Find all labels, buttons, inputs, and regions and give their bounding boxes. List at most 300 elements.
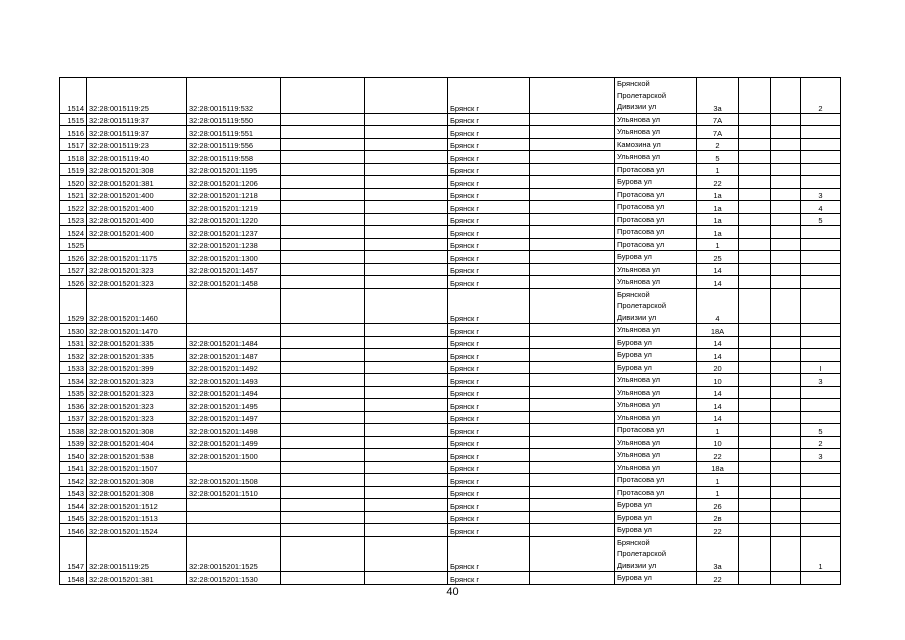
house-number: 22 [697,449,739,462]
house-number: 14 [697,411,739,424]
empty-col-10 [739,374,771,387]
empty-col-5 [365,349,448,362]
empty-col-5 [365,113,448,126]
cadastral-parcel: 32:28:0015201:400 [87,201,187,214]
locality: Брянск г [448,449,530,462]
cadastral-parcel: 32:28:0015201:335 [87,336,187,349]
row-number: 1517 [60,138,87,151]
table-row [60,324,841,337]
locality: Брянск г [448,524,530,537]
empty-col-4 [281,238,365,251]
house-number: 14 [697,386,739,399]
apartment [801,486,841,499]
empty-col-4 [281,78,365,114]
apartment: 3 [801,188,841,201]
table-row [60,461,841,474]
street: Ульянова ул [615,263,697,276]
row-number: 1521 [60,188,87,201]
table-row [60,188,841,201]
locality: Брянск г [448,238,530,251]
cadastral-building: 32:28:0015201:1498 [187,424,281,437]
empty-col-7 [530,213,615,226]
empty-col-5 [365,163,448,176]
house-number: 22 [697,572,739,585]
empty-col-4 [281,424,365,437]
apartment [801,176,841,189]
empty-col-5 [365,411,448,424]
empty-col-7 [530,572,615,585]
empty-col-4 [281,461,365,474]
empty-col-4 [281,126,365,139]
empty-col-4 [281,486,365,499]
street: Брянской Пролетарской Дивизии ул [615,78,697,114]
apartment [801,276,841,289]
apartment: 1 [801,536,841,572]
house-number: 7А [697,113,739,126]
locality: Брянск г [448,399,530,412]
empty-col-4 [281,386,365,399]
empty-col-11 [771,511,801,524]
cadastral-parcel: 32:28:0015119:23 [87,138,187,151]
locality: Брянск г [448,324,530,337]
row-number: 1540 [60,449,87,462]
empty-col-10 [739,474,771,487]
empty-col-7 [530,486,615,499]
apartment [801,324,841,337]
empty-col-11 [771,213,801,226]
register-table [59,77,841,585]
cadastral-building: 32:28:0015201:1484 [187,336,281,349]
apartment [801,524,841,537]
street: Протасова ул [615,163,697,176]
street: Ульянова ул [615,276,697,289]
empty-col-5 [365,436,448,449]
empty-col-11 [771,138,801,151]
locality: Брянск г [448,113,530,126]
empty-col-11 [771,349,801,362]
cadastral-parcel: 32:28:0015201:381 [87,572,187,585]
house-number: 1а [697,226,739,239]
locality: Брянск г [448,436,530,449]
table-row [60,151,841,164]
empty-col-11 [771,288,801,324]
empty-col-4 [281,324,365,337]
empty-col-10 [739,461,771,474]
row-number: 1539 [60,436,87,449]
empty-col-7 [530,201,615,214]
empty-col-11 [771,486,801,499]
apartment: 4 [801,201,841,214]
locality: Брянск г [448,138,530,151]
street: Ульянова ул [615,151,697,164]
locality: Брянск г [448,126,530,139]
street: Брянской Пролетарской Дивизии ул [615,288,697,324]
apartment [801,113,841,126]
street: Бурова ул [615,572,697,585]
empty-col-11 [771,201,801,214]
cadastral-building [187,461,281,474]
empty-col-7 [530,474,615,487]
empty-col-4 [281,138,365,151]
house-number: 3а [697,536,739,572]
empty-col-4 [281,336,365,349]
table-row [60,126,841,139]
empty-col-4 [281,263,365,276]
row-number: 1532 [60,349,87,362]
locality: Брянск г [448,176,530,189]
empty-col-11 [771,499,801,512]
empty-col-7 [530,411,615,424]
locality: Брянск г [448,361,530,374]
cadastral-parcel: 32:28:0015201:1524 [87,524,187,537]
empty-col-11 [771,449,801,462]
empty-col-4 [281,572,365,585]
table-row [60,201,841,214]
cadastral-building: 32:28:0015201:1497 [187,411,281,424]
empty-col-4 [281,276,365,289]
row-number: 1543 [60,486,87,499]
empty-col-5 [365,288,448,324]
street: Ульянова ул [615,113,697,126]
empty-col-5 [365,78,448,114]
apartment [801,386,841,399]
empty-col-4 [281,188,365,201]
table-row [60,499,841,512]
empty-col-5 [365,374,448,387]
street: Протасова ул [615,486,697,499]
table-row [60,138,841,151]
cadastral-building [187,511,281,524]
empty-col-7 [530,176,615,189]
cadastral-building: 32:28:0015201:1237 [187,226,281,239]
table-row [60,336,841,349]
empty-col-7 [530,374,615,387]
street: Ульянова ул [615,461,697,474]
empty-col-5 [365,176,448,189]
apartment [801,474,841,487]
empty-col-4 [281,113,365,126]
house-number: 5 [697,151,739,164]
locality: Брянск г [448,411,530,424]
cadastral-parcel: 32:28:0015119:37 [87,113,187,126]
locality: Брянск г [448,374,530,387]
apartment [801,251,841,264]
row-number: 1525 [60,238,87,251]
apartment [801,126,841,139]
row-number: 1538 [60,424,87,437]
empty-col-7 [530,536,615,572]
house-number: 3а [697,78,739,114]
street: Ульянова ул [615,399,697,412]
empty-col-10 [739,324,771,337]
cadastral-parcel: 32:28:0015201:404 [87,436,187,449]
cadastral-building: 32:28:0015201:1499 [187,436,281,449]
empty-col-5 [365,336,448,349]
empty-col-7 [530,461,615,474]
row-number: 1519 [60,163,87,176]
cadastral-building: 32:28:0015201:1525 [187,536,281,572]
empty-col-11 [771,474,801,487]
empty-col-10 [739,336,771,349]
house-number: 1 [697,163,739,176]
house-number: 1а [697,188,739,201]
apartment [801,163,841,176]
empty-col-11 [771,536,801,572]
empty-col-10 [739,126,771,139]
locality: Брянск г [448,461,530,474]
house-number: 2 [697,138,739,151]
table-row [60,226,841,239]
empty-col-10 [739,449,771,462]
empty-col-7 [530,361,615,374]
locality: Брянск г [448,213,530,226]
locality: Брянск г [448,226,530,239]
empty-col-4 [281,163,365,176]
apartment [801,226,841,239]
cadastral-building: 32:28:0015201:1494 [187,386,281,399]
empty-col-10 [739,424,771,437]
apartment: 5 [801,424,841,437]
street: Бурова ул [615,511,697,524]
apartment: 2 [801,78,841,114]
table-row [60,374,841,387]
table-row [60,424,841,437]
empty-col-10 [739,151,771,164]
apartment [801,288,841,324]
table-row [60,176,841,189]
cadastral-parcel: 32:28:0015201:308 [87,474,187,487]
cadastral-parcel: 32:28:0015201:308 [87,424,187,437]
empty-col-7 [530,163,615,176]
row-number: 1533 [60,361,87,374]
row-number: 1548 [60,572,87,585]
page-number: 40 [446,586,459,598]
cadastral-parcel: 32:28:0015201:400 [87,188,187,201]
empty-col-10 [739,386,771,399]
cadastral-building [187,524,281,537]
house-number: 1 [697,486,739,499]
cadastral-building [187,324,281,337]
cadastral-parcel: 32:28:0015201:399 [87,361,187,374]
house-number: 10 [697,374,739,387]
cadastral-building: 32:28:0015201:1458 [187,276,281,289]
empty-col-11 [771,424,801,437]
cadastral-building: 32:28:0015201:1510 [187,486,281,499]
empty-col-11 [771,399,801,412]
row-number: 1531 [60,336,87,349]
locality: Брянск г [448,163,530,176]
empty-col-10 [739,524,771,537]
house-number: 1 [697,474,739,487]
empty-col-5 [365,474,448,487]
locality: Брянск г [448,386,530,399]
empty-col-7 [530,511,615,524]
empty-col-11 [771,113,801,126]
cadastral-parcel: 32:28:0015119:40 [87,151,187,164]
empty-col-11 [771,386,801,399]
empty-col-5 [365,572,448,585]
empty-col-5 [365,238,448,251]
row-number: 1529 [60,288,87,324]
cadastral-building: 32:28:0015201:1492 [187,361,281,374]
table-row [60,113,841,126]
house-number: 14 [697,336,739,349]
row-number: 1536 [60,399,87,412]
table-row [60,251,841,264]
apartment [801,138,841,151]
locality: Брянск г [448,536,530,572]
house-number: 4 [697,288,739,324]
street: Бурова ул [615,349,697,362]
empty-col-5 [365,449,448,462]
empty-col-10 [739,536,771,572]
locality: Брянск г [448,349,530,362]
cadastral-building: 32:28:0015201:1493 [187,374,281,387]
row-number: 1530 [60,324,87,337]
cadastral-building: 32:28:0015201:1500 [187,449,281,462]
cadastral-parcel: 32:28:0015119:25 [87,78,187,114]
row-number: 1526 [60,276,87,289]
apartment [801,399,841,412]
cadastral-parcel: 32:28:0015201:308 [87,163,187,176]
table-row [60,399,841,412]
cadastral-building: 32:28:0015201:1195 [187,163,281,176]
empty-col-5 [365,386,448,399]
empty-col-11 [771,251,801,264]
cadastral-parcel: 32:28:0015201:381 [87,176,187,189]
empty-col-5 [365,324,448,337]
table-row [60,163,841,176]
empty-col-7 [530,78,615,114]
empty-col-5 [365,536,448,572]
locality: Брянск г [448,188,530,201]
cadastral-building: 32:28:0015201:1495 [187,399,281,412]
street: Камозина ул [615,138,697,151]
empty-col-4 [281,399,365,412]
cadastral-building: 32:28:0015201:1218 [187,188,281,201]
apartment [801,349,841,362]
apartment: 3 [801,449,841,462]
empty-col-7 [530,138,615,151]
empty-col-5 [365,499,448,512]
house-number: 1а [697,213,739,226]
empty-col-11 [771,411,801,424]
street: Протасова ул [615,213,697,226]
empty-col-7 [530,238,615,251]
empty-col-7 [530,349,615,362]
cadastral-parcel: 32:28:0015119:37 [87,126,187,139]
table-row [60,263,841,276]
cadastral-building: 32:28:0015119:556 [187,138,281,151]
house-number: 14 [697,276,739,289]
empty-col-4 [281,436,365,449]
empty-col-11 [771,572,801,585]
empty-col-7 [530,524,615,537]
cadastral-parcel: 32:28:0015201:1175 [87,251,187,264]
cadastral-building: 32:28:0015119:532 [187,78,281,114]
empty-col-5 [365,226,448,239]
cadastral-parcel [87,238,187,251]
empty-col-5 [365,151,448,164]
empty-col-11 [771,163,801,176]
cadastral-building: 32:28:0015119:558 [187,151,281,164]
empty-col-5 [365,361,448,374]
table-row [60,474,841,487]
empty-col-5 [365,251,448,264]
table-row [60,511,841,524]
empty-col-5 [365,511,448,524]
empty-col-7 [530,113,615,126]
empty-col-4 [281,374,365,387]
empty-col-10 [739,113,771,126]
apartment [801,572,841,585]
empty-col-4 [281,226,365,239]
locality: Брянск г [448,572,530,585]
empty-col-10 [739,411,771,424]
empty-col-11 [771,374,801,387]
apartment [801,151,841,164]
empty-col-10 [739,288,771,324]
row-number: 1527 [60,263,87,276]
empty-col-7 [530,399,615,412]
empty-col-4 [281,288,365,324]
cadastral-parcel: 32:28:0015201:1460 [87,288,187,324]
empty-col-4 [281,411,365,424]
empty-col-7 [530,226,615,239]
empty-col-5 [365,201,448,214]
empty-col-7 [530,188,615,201]
locality: Брянск г [448,201,530,214]
empty-col-11 [771,436,801,449]
empty-col-11 [771,238,801,251]
empty-col-4 [281,151,365,164]
street: Ульянова ул [615,411,697,424]
table-row [60,361,841,374]
house-number: 14 [697,349,739,362]
table-row [60,572,841,585]
empty-col-11 [771,361,801,374]
empty-col-10 [739,499,771,512]
table-row [60,78,841,114]
row-number: 1526 [60,251,87,264]
cadastral-building: 32:28:0015119:551 [187,126,281,139]
table-row [60,386,841,399]
empty-col-5 [365,399,448,412]
empty-col-10 [739,251,771,264]
empty-col-10 [739,213,771,226]
cadastral-parcel: 32:28:0015201:323 [87,263,187,276]
empty-col-10 [739,276,771,289]
table-row [60,276,841,289]
empty-col-11 [771,78,801,114]
street: Ульянова ул [615,324,697,337]
empty-col-5 [365,213,448,226]
empty-col-7 [530,499,615,512]
table-row [60,411,841,424]
locality: Брянск г [448,251,530,264]
apartment [801,263,841,276]
empty-col-11 [771,276,801,289]
locality: Брянск г [448,486,530,499]
cadastral-parcel: 32:28:0015201:335 [87,349,187,362]
empty-col-4 [281,449,365,462]
house-number: 1 [697,424,739,437]
cadastral-parcel: 32:28:0015201:400 [87,226,187,239]
table-row [60,536,841,572]
house-number: 26 [697,499,739,512]
empty-col-10 [739,188,771,201]
empty-col-5 [365,263,448,276]
